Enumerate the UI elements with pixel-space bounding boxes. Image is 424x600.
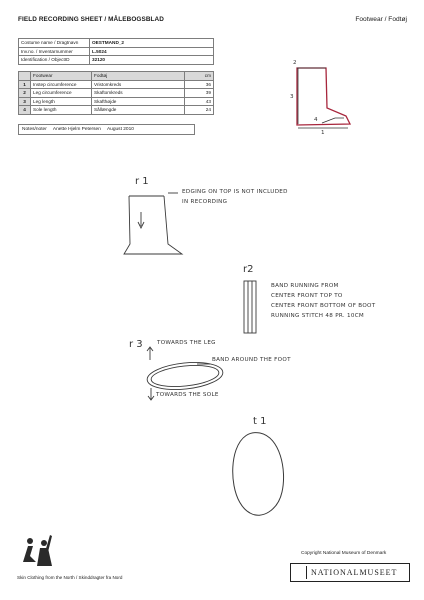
row-name-da: Vristomkreds — [92, 80, 185, 89]
diagram-label-2: 2 — [293, 60, 297, 66]
row-number: 3 — [19, 97, 31, 106]
skin-clothing-logo — [23, 535, 52, 566]
row-value: 36 — [185, 80, 214, 89]
row-name-da: Skafthøjde — [92, 97, 185, 106]
r2-label: r2 — [243, 264, 254, 275]
t1-sole-sketch — [233, 433, 284, 516]
boot-measurement-diagram — [297, 68, 350, 128]
header-footwear: Footwear — [31, 72, 92, 81]
row-number: 1 — [19, 80, 31, 89]
t1-label: t 1 — [253, 416, 267, 427]
nationalmuseet-logo — [290, 563, 410, 582]
diagram-label-3: 3 — [290, 94, 294, 100]
r2-note-line-2: CENTER FRONT TOP TO — [271, 293, 343, 299]
row-value: 24 — [185, 106, 214, 115]
r3-note-top: TOWARDS THE LEG — [157, 340, 216, 346]
row-name-en: Sole length — [31, 106, 92, 115]
r2-note-line-1: BAND RUNNING FROM — [271, 283, 339, 289]
r2-note-line-4: RUNNING STITCH 48 PR. 10CM — [271, 313, 365, 319]
row-value: 43 — [185, 97, 214, 106]
copyright-text: Copyright National Museum of Denmark — [301, 551, 387, 556]
row-number: 4 — [19, 106, 31, 115]
diagram-label-1: 1 — [321, 130, 325, 136]
row-name-da: Skaftomkreds — [92, 89, 185, 98]
id-value: 32120 — [90, 56, 214, 65]
r1-note-line-1: EDGING ON TOP IS NOT INCLUDED — [182, 189, 288, 195]
sheet-title: FIELD RECORDING SHEET / MÅLEBOGSBLAD — [18, 16, 164, 23]
id-label: Identification / ObjectID — [19, 56, 90, 65]
boot-outline — [297, 68, 350, 125]
measure-line-4 — [322, 118, 344, 123]
r2-band-sketch — [244, 281, 256, 333]
header-unit: cm — [185, 72, 214, 81]
r3-note-bottom: TOWARDS THE SOLE — [156, 392, 219, 398]
crest-icon — [293, 566, 307, 579]
header-fodtoj: Fodtøj — [92, 72, 185, 81]
r1-boot-sketch — [124, 193, 182, 254]
r3-note-band: BAND AROUND THE FOOT — [212, 357, 291, 363]
notes-date: August 2010 — [106, 127, 134, 132]
costume-label: Costume name / Dragtnavn — [19, 39, 90, 48]
row-name-en: Leg length — [31, 97, 92, 106]
r2-note-line-3: CENTER FRONT BOTTOM OF BOOT — [271, 303, 376, 309]
row-value: 39 — [185, 89, 214, 98]
notes-author: Anette Hjelm Petersen — [52, 127, 101, 132]
row-name-en: Leg circumference — [31, 89, 92, 98]
project-caption: Skin Clothing from the North / Skinddragter fra Nord — [17, 575, 123, 580]
inv-value: L.5024 — [90, 47, 214, 56]
row-name-da: Sållængde — [92, 106, 185, 115]
nationalmuseet-wordmark: NATIONALMUSEET — [311, 568, 398, 577]
inv-label: Inv.no. / Inventarnummer — [19, 47, 90, 56]
sheet-category: Footwear / Fodtøj — [355, 16, 407, 23]
r1-label: r 1 — [135, 176, 149, 187]
diagram-label-4: 4 — [314, 117, 318, 123]
costume-value: OESTMAND_2 — [90, 39, 214, 48]
r1-note-line-2: IN RECORDING — [182, 199, 228, 205]
row-name-en: Instep circumference — [31, 80, 92, 89]
notes-label: Notes/noter — [22, 127, 47, 132]
r3-label: r 3 — [129, 339, 143, 350]
row-number: 2 — [19, 89, 31, 98]
